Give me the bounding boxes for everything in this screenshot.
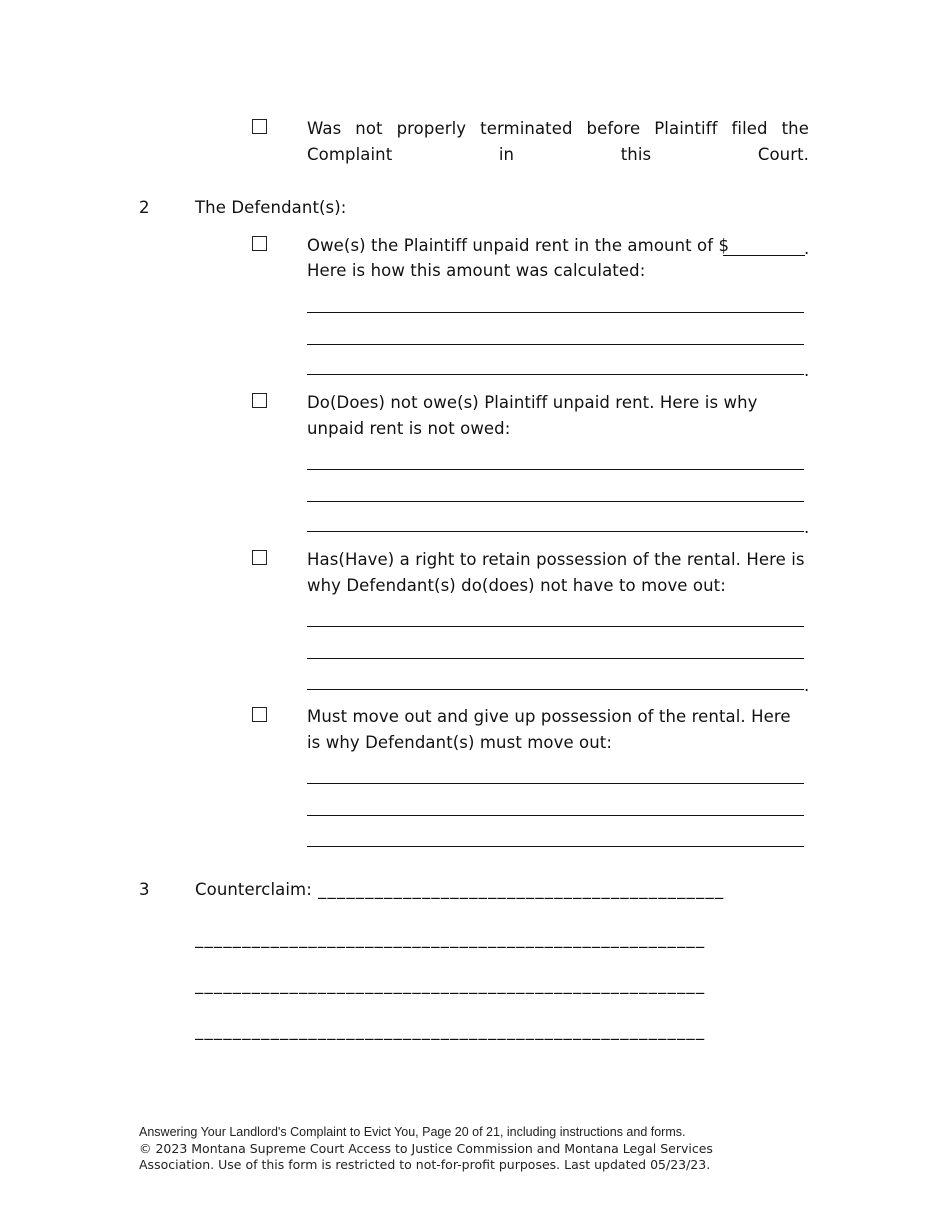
counterclaim-field-2[interactable]: ______________________________________________________ [195, 929, 706, 948]
retain-line-1[interactable] [307, 626, 804, 627]
owes-rent-line1: Owe(s) the Plaintiff unpaid rent in the amount of $ [307, 236, 730, 255]
rent-calc-line-3[interactable] [307, 374, 804, 375]
not-owe-line-2[interactable] [307, 501, 804, 502]
rent-calc-line-1[interactable] [307, 312, 804, 313]
rent-amount-period: . [804, 239, 810, 258]
defendants-heading: The Defendant(s): [195, 198, 347, 217]
checkbox-not-owe-rent[interactable] [252, 393, 267, 408]
footer-line-1: Answering Your Landlord's Complaint to Evict You, Page 20 of 21, including instructions and forms. [139, 1125, 686, 1139]
checkbox-owes-rent[interactable] [252, 236, 267, 251]
move-out-line-3[interactable] [307, 846, 804, 847]
footer-line-2: © 2023 Montana Supreme Court Access to Justice Commission and Montana Legal Services Association. Use of this form is restricted to not-for-profit purposes. Last updated 05/23/23. [139, 1140, 713, 1172]
checkbox-must-move-out[interactable] [252, 707, 267, 722]
counterclaim-field-4[interactable]: ______________________________________________________ [195, 1021, 706, 1040]
retain-possession-text: Has(Have) a right to retain possession of the rental. Here is why Defendant(s) do(does) not have to move out: [307, 550, 805, 595]
counterclaim-label: Counterclaim: [195, 880, 312, 899]
owes-rent-line2: Here is how this amount was calculated: [307, 261, 646, 280]
move-out-line-1[interactable] [307, 783, 804, 784]
not-owe-line-3[interactable] [307, 531, 804, 532]
checkbox-retain-possession[interactable] [252, 550, 267, 565]
page-footer [139, 1124, 779, 1174]
move-out-line-2[interactable] [307, 815, 804, 816]
rent-calc-period: . [804, 361, 810, 380]
checkbox-not-terminated[interactable] [252, 119, 267, 134]
not-owe-rent-text: Do(Does) not owe(s) Plaintiff unpaid rent. Here is why unpaid rent is not owed: [307, 393, 758, 438]
must-move-out-text: Must move out and give up possession of the rental. Here is why Defendant(s) must move out: [307, 707, 791, 752]
rent-calc-line-2[interactable] [307, 344, 804, 345]
retain-line-2[interactable] [307, 658, 804, 659]
not-owe-period: . [804, 518, 810, 537]
item-3-number: 3 [139, 880, 150, 899]
item-2-number: 2 [139, 198, 150, 217]
rent-amount-field[interactable] [723, 255, 805, 256]
retain-line-3[interactable] [307, 689, 804, 690]
not-owe-line-1[interactable] [307, 469, 804, 470]
retain-period: . [804, 676, 810, 695]
not-terminated-text: Was not properly terminated before Plaintiff filed the Complaint in this Court. [307, 119, 809, 164]
counterclaim-field-1[interactable]: ___________________________________________ [318, 880, 725, 899]
counterclaim-field-3[interactable]: ______________________________________________________ [195, 975, 706, 994]
owes-rent-text [307, 233, 729, 259]
